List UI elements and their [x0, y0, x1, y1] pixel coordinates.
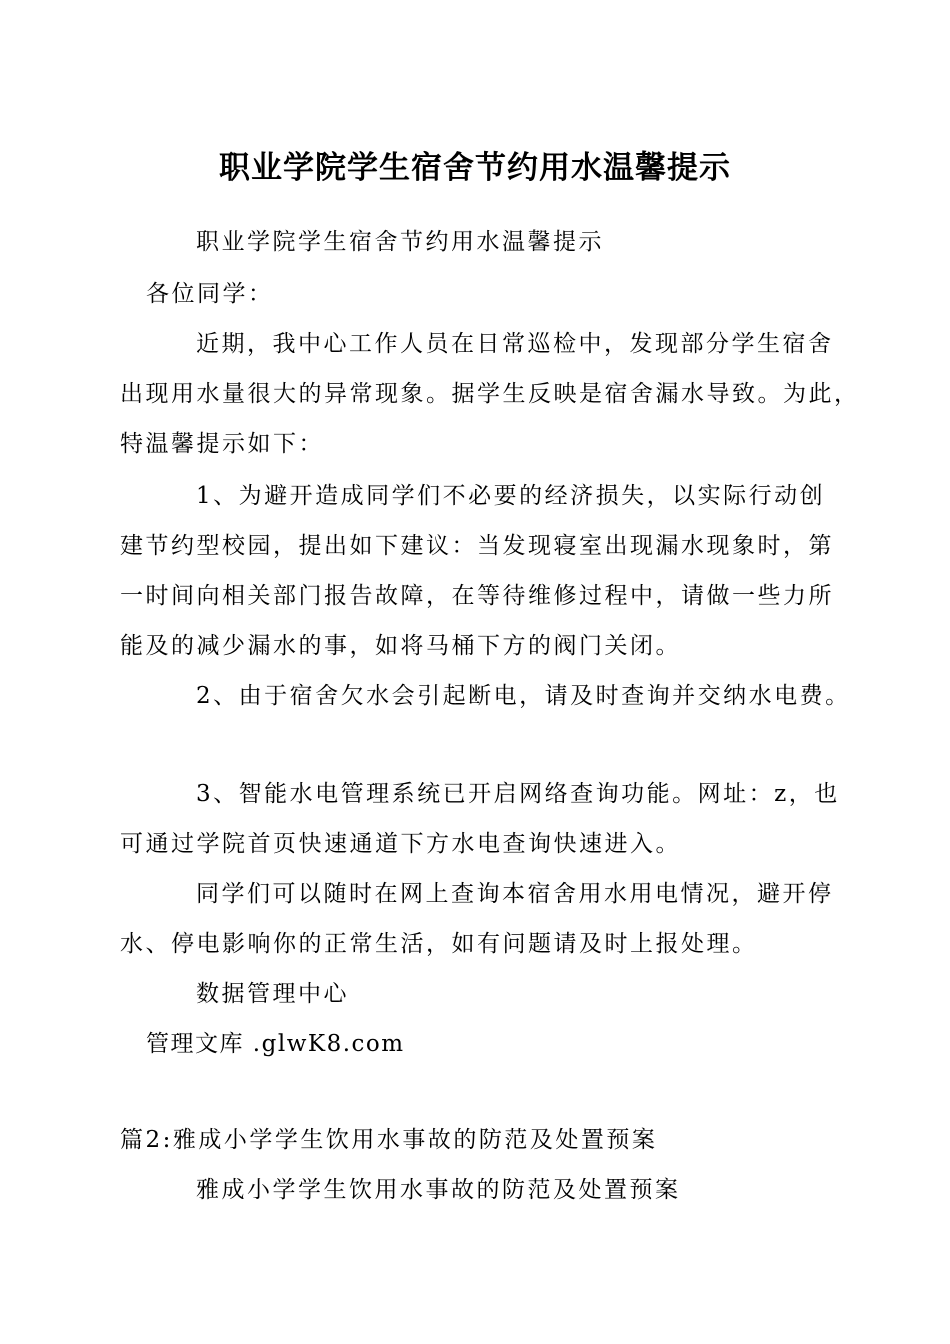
paragraph-line: 1、为避开造成同学们不必要的经济损失，以实际行动创 [196, 483, 826, 509]
section-heading: 篇2:雅成小学学生饮用水事故的防范及处置预案 [120, 1127, 658, 1153]
paragraph-line: 近期，我中心工作人员在日常巡检中，发现部分学生宿舍 [196, 331, 834, 357]
source-line: 管理文库 .glwK8.com [146, 1031, 405, 1057]
paragraph-line: 出现用水量很大的异常现象。据学生反映是宿舍漏水导致。为此， [120, 381, 860, 407]
document-title: 职业学院学生宿舍节约用水温馨提示 [219, 150, 731, 186]
salutation: 各位同学： [146, 281, 274, 307]
paragraph-line: 一时间向相关部门报告故障，在等待维修过程中，请做一些力所 [120, 583, 834, 609]
paragraph-line: 同学们可以随时在网上查询本宿舍用水用电情况，避开停 [196, 881, 834, 907]
paragraph-line: 特温馨提示如下： [120, 431, 324, 457]
paragraph-line: 3、智能水电管理系统已开启网络查询功能。网址：z，也 [196, 781, 840, 807]
paragraph-line: 2、由于宿舍欠水会引起断电，请及时查询并交纳水电费。 [196, 683, 851, 709]
paragraph-line: 建节约型校园，提出如下建议：当发现寝室出现漏水现象时，第 [120, 533, 834, 559]
section-subtitle: 雅成小学学生饮用水事故的防范及处置预案 [196, 1177, 681, 1203]
paragraph-line: 能及的减少漏水的事，如将马桶下方的阀门关闭。 [120, 633, 681, 659]
paragraph-line: 可通过学院首页快速通道下方水电查询快速进入。 [120, 831, 681, 857]
signature-department: 数据管理中心 [196, 981, 349, 1007]
subtitle-line: 职业学院学生宿舍节约用水温馨提示 [196, 229, 604, 255]
paragraph-line: 水、停电影响你的正常生活，如有问题请及时上报处理。 [120, 931, 758, 957]
